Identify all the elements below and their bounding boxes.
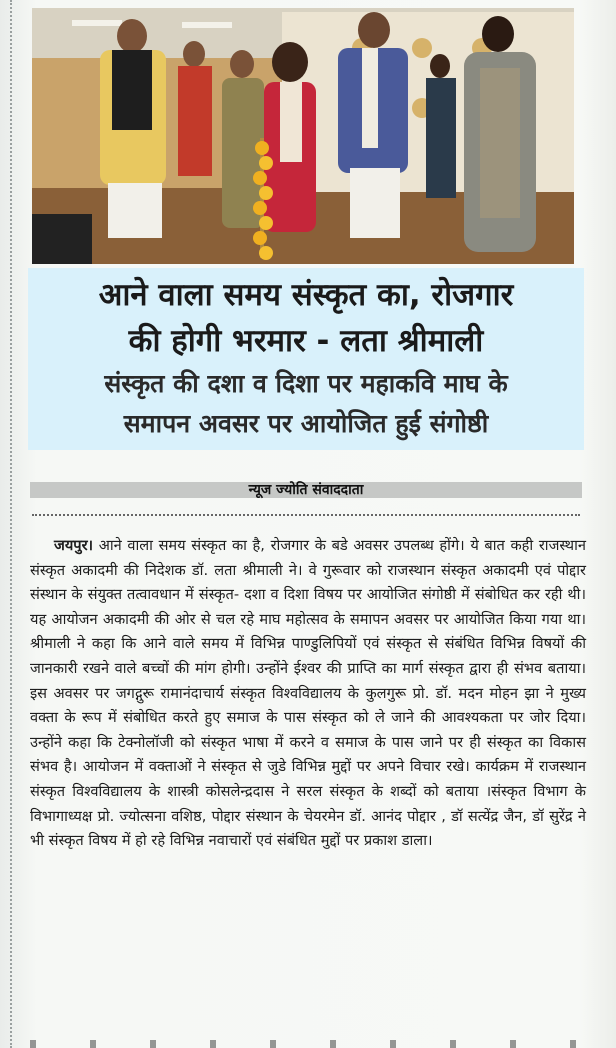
headline-block: [28, 268, 584, 450]
subheadline-line-1: संस्कृत की दशा व दिशा पर महाकवि माघ के: [104, 369, 508, 398]
margin-dotted-line: [10, 0, 12, 1048]
headline-line-1: आने वाला समय संस्कृत का, रोजगार: [98, 277, 514, 313]
dotted-divider: [32, 514, 580, 516]
subheadline-line-2: समापन अवसर पर आयोजित हुई संगोष्ठी: [123, 409, 489, 438]
dateline: जयपुर।: [54, 537, 94, 554]
article-text: आने वाला समय संस्कृत का है, रोजगार के बडे अवसर उपलब्ध होंगे। ये बात कही राजस्थान संस्कृत अकादमी की निदेशक डॉ. लता श्रीमाली ने। वे गुरूवार को राजस्थान संस्कृत अकादमी एवं पोद्दार संस्थान के संयुक्त तत्वावधान में संस्कृत- दशा व दिशा विषय पर आयोजित संगोष्ठी में संबोधित कर रही थी। यह आयोजन अकादमी की ओर से चल रहे माघ महोत्सव के समापन अवसर पर आयोजित किया गया था। श्रीमाली ने कहा कि आने वाले समय में विभिन्न पाण्डुलिपियों एवं संस्कृत से संबंधित विभिन्न विषयों की जानकारी रखने वाले बच्चों की मांग होगी। उन्होंने ईश्वर की प्राप्ति का मार्ग संस्कृत द्वारा ही संभव बताया। इस अवसर पर जगद्गुरू रामानंदाचार्य संस्कृत विश्वविद्यालय के कुलगुरू प्रो. डॉ. मदन मोहन झा ने मुख्य वक्ता के रूप में संबोधित करते हुए समाज के पास संस्कृत को ले जाने की आवश्यकता पर जोर दिया। उन्होंने कहा कि टेक्नोलॉजी को संस्कृत भाषा में करने व समाज के पास जाने पर ही संस्कृत का विकास संभव है। आयोजन में वक्ताओं ने संस्कृत से जुडे विभिन्न मुद्दों पर अपने विचार रखे। कार्यक्रम में राजस्थान संस्कृत विश्वविद्यालय के शास्त्री कोसलेन्द्रदास ने सरल संस्कृत के शब्दों को बताया ।संस्कृत विभाग के विभागाध्यक्ष प्रो. ज्योत्सना वशिष्ठ, पोद्दार संस्थान के चेयरमेन डॉ. आनंद पोद्दार , डॉ सत्येंद्र जैन, डॉ सुरेंद्र ने भी संस्कृत विषय में हो रहे विभिन्न नवाचारों एवं संबंधित मुद्दों पर प्रकाश डाला।: [30, 537, 587, 850]
headline-line-2: की होगी भरमार - लता श्रीमाली: [128, 323, 484, 359]
next-article-edge: [30, 1040, 586, 1048]
event-photo: [32, 8, 574, 264]
byline: न्यूज ज्योति संवाददाता: [30, 482, 582, 498]
article-body: [30, 534, 586, 854]
